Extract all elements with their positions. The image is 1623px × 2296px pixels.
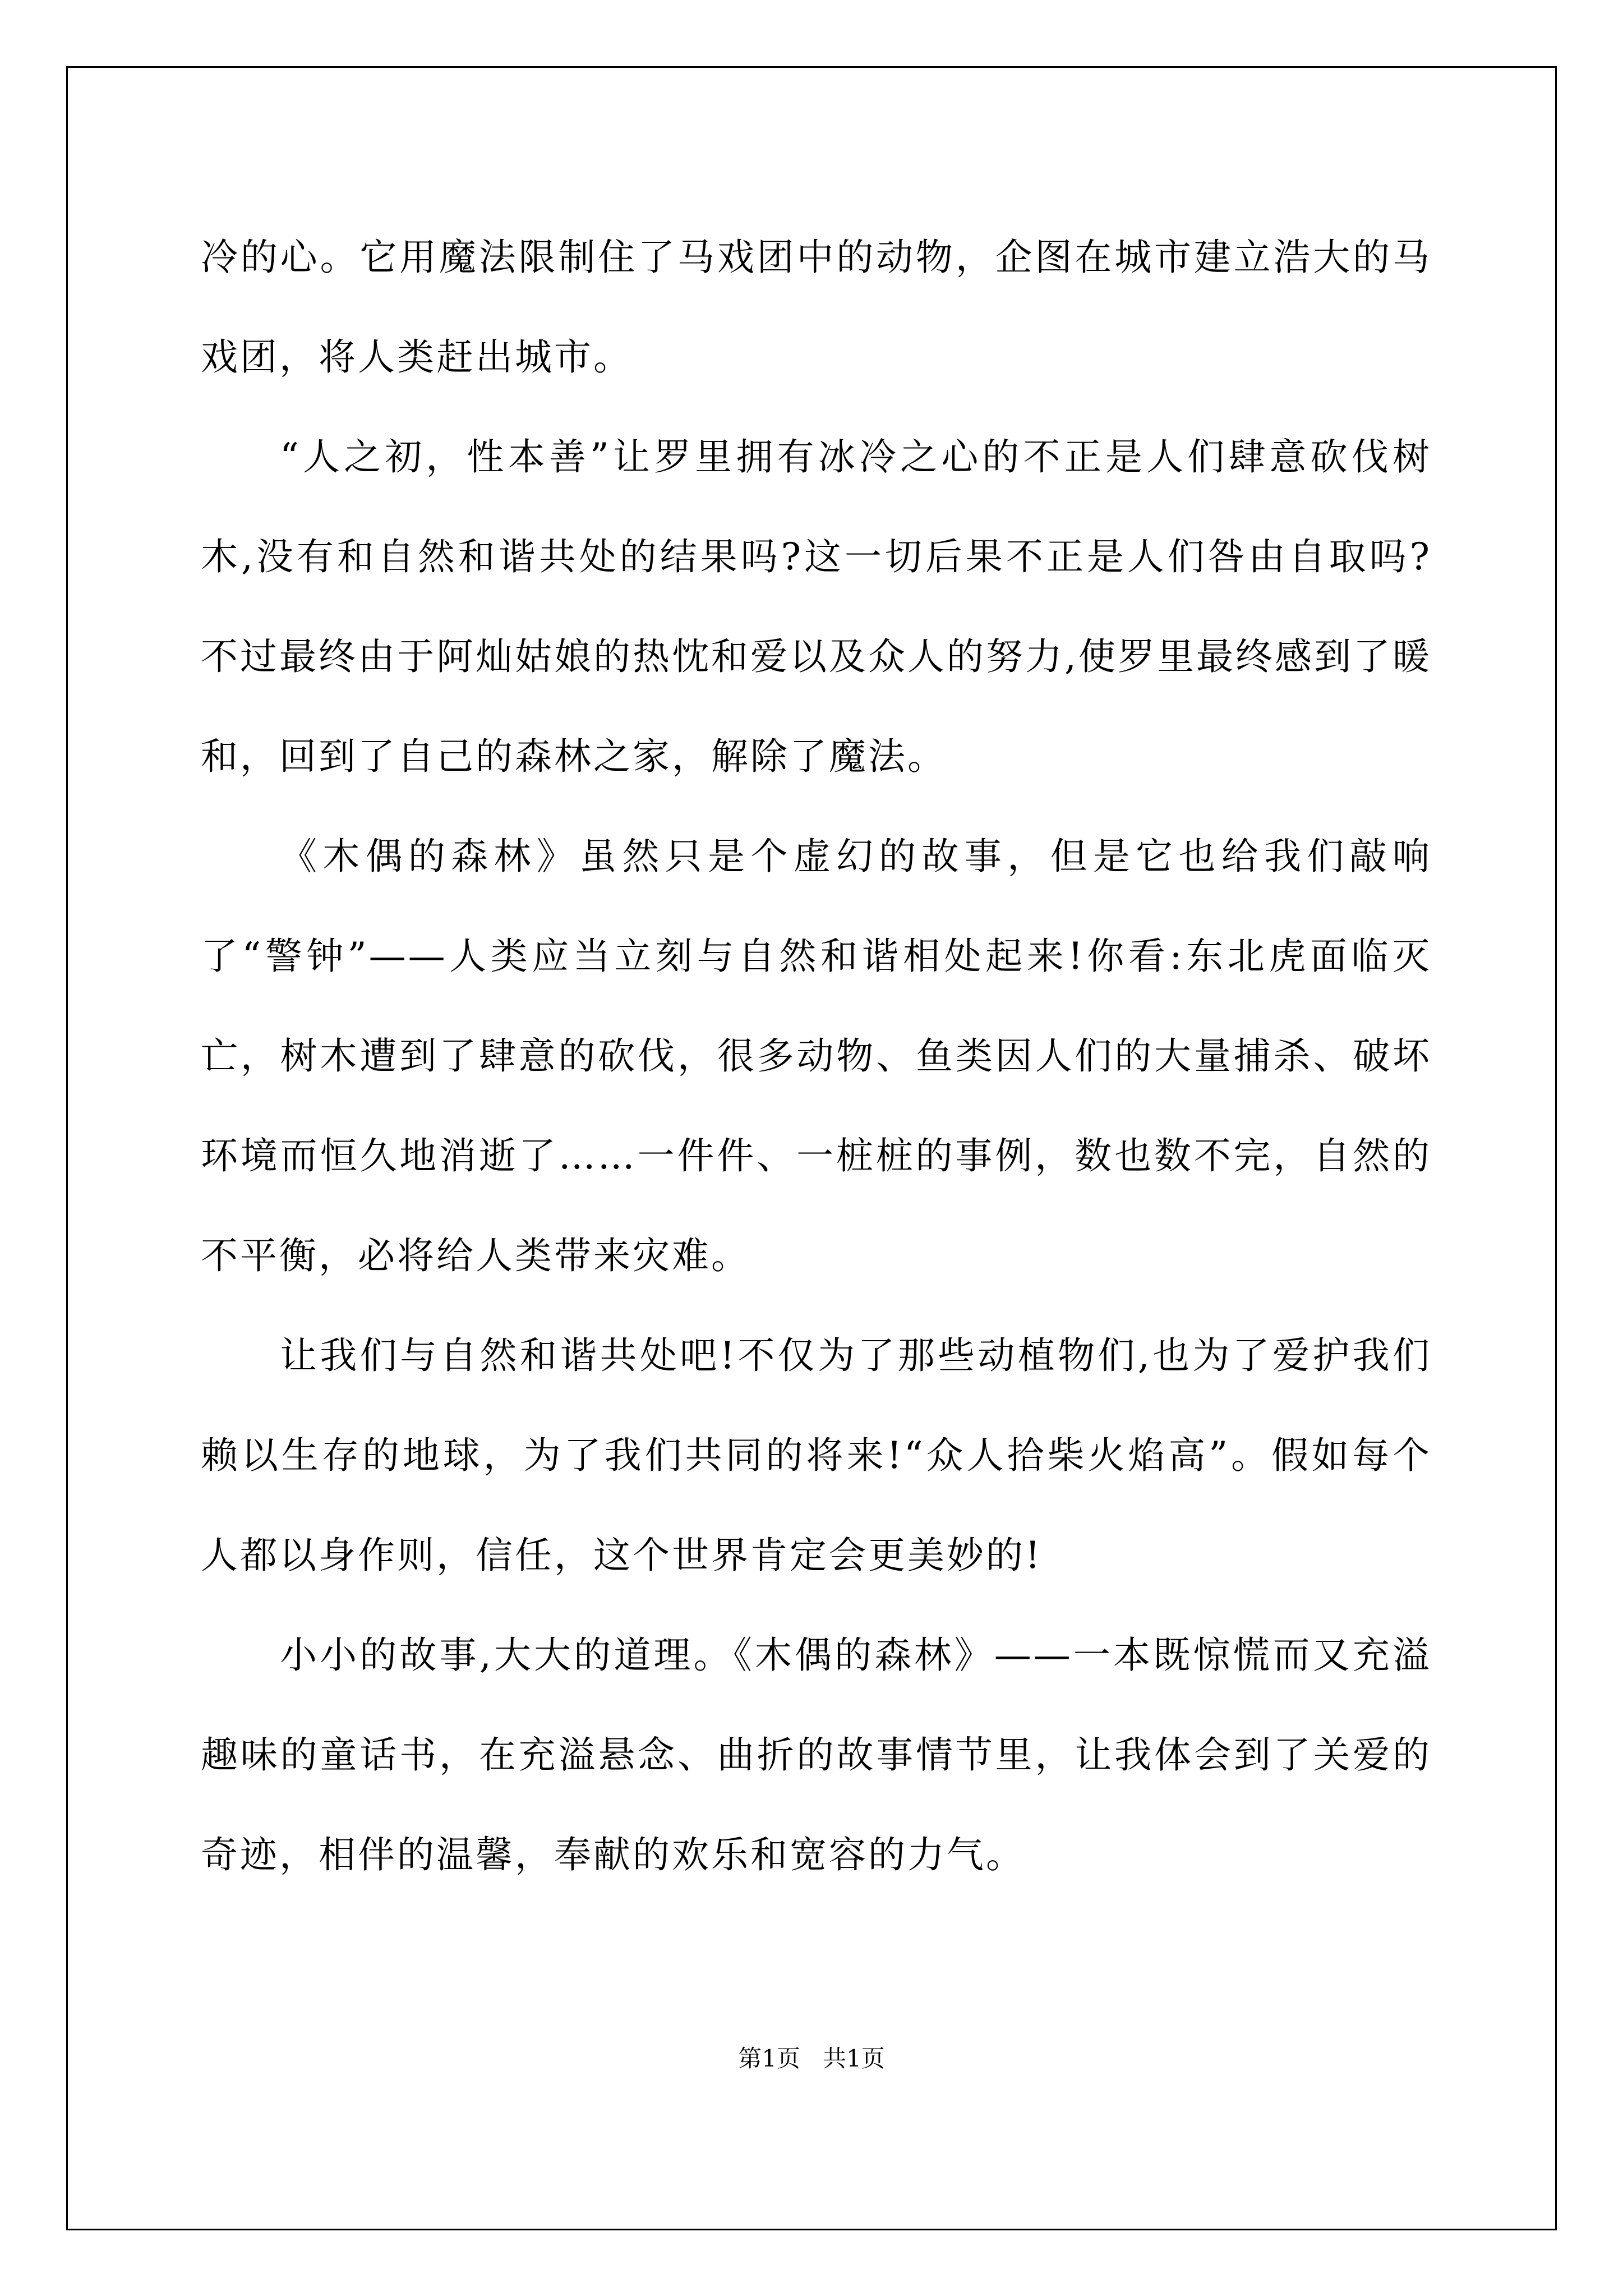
page-footer (0, 2042, 1623, 2076)
page-number: 第1页 (738, 2045, 800, 2072)
paragraph-5: 小小的故事,大大的道理。《木偶的森林》——一本既惊慌而又充溢趣味的童话书，在充溢悬念、曲折的故事情节里，让我体会到了关爱的奇迹，相伴的温馨，奉献的欢乐和宽容的力气。 (201, 1634, 1432, 1876)
document-body (201, 208, 1432, 1905)
page-total: 共1页 (823, 2045, 885, 2072)
paragraph-4: 让我们与自然和谐共处吧!不仅为了那些动植物们,也为了爱护我们赖以生存的地球，为了我们共同的将来!“众人拾柴火焰高”。假如每个人都以身作则，信任，这个世界肯定会更美妙的! (201, 1334, 1432, 1577)
paragraph-2: “人之初，性本善”让罗里拥有冰冷之心的不正是人们肆意砍伐树木,没有和自然和谐共处的结果吗?这一切后果不正是人们咎由自取吗?不过最终由于阿灿姑娘的热忱和爱以及众人的努力,使罗里最终感到了暖和，回到了自己的森林之家，解除了魔法。 (201, 435, 1432, 778)
paragraph-1: 冷的心。它用魔法限制住了马戏团中的动物，企图在城市建立浩大的马戏团，将人类赶出城市。 (201, 236, 1432, 379)
paragraph-3: 《木偶的森林》虽然只是个虚幻的故事，但是它也给我们敲响了“警钟”——人类应当立刻与自然和谐相处起来!你看:东北虎面临灭亡，树木遭到了肆意的砍伐，很多动物、鱼类因人们的大量捕杀、破坏环境而恒久地消逝了……一件件、一桩桩的事例，数也数不完，自然的不平衡，必将给人类带来灾难。 (201, 835, 1432, 1277)
